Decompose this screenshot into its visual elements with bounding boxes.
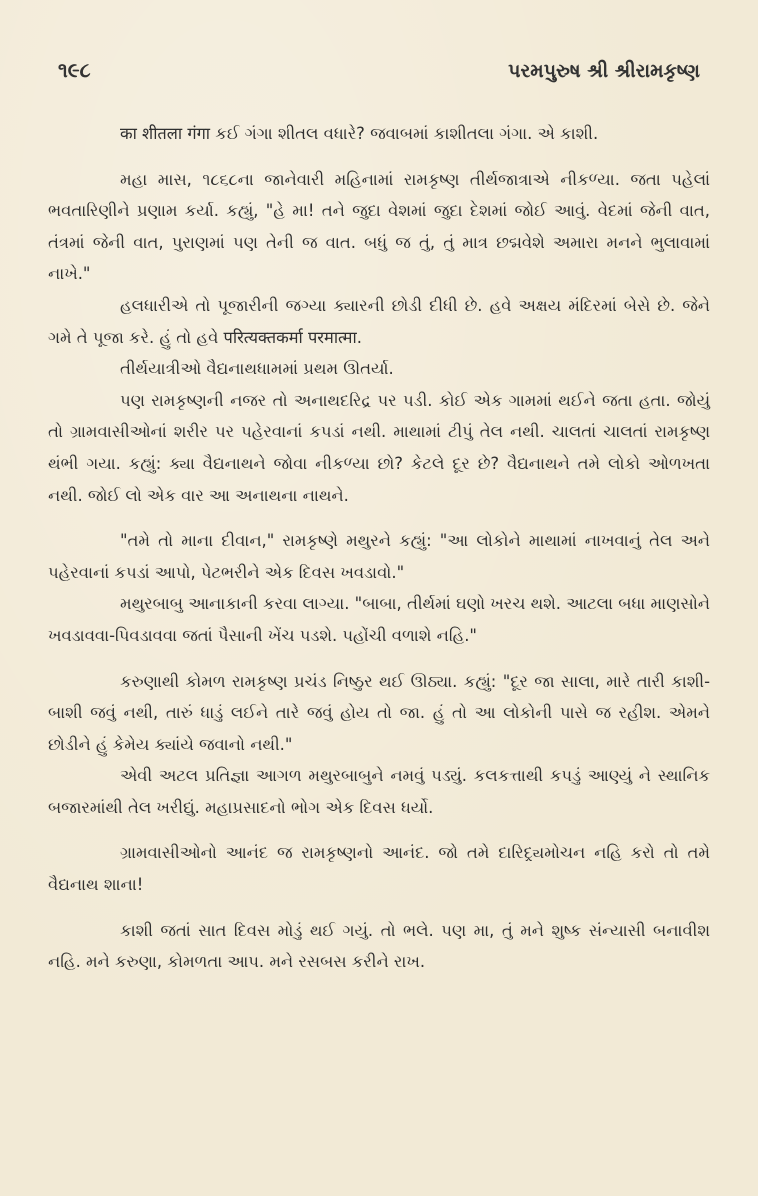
page-body — [48, 118, 710, 978]
paragraph: "તમે તો માના દીવાન," રામકૃષ્ણે મથુરને કહ્યું: "આ લોકોને માથામાં નાખવાનું તેલ અને પહેરવાનાં કપડાં આપો, પેટભરીને એક દિવસ ખવડાવો." — [48, 531, 710, 582]
paragraph: ગ્રામવાસીઓનો આનંદ જ રામકૃષ્ણનો આનંદ. જો તમે દારિદ્ર્યમોચન નહિ કરો તો તમે વૈદ્યનાથ શાના! — [48, 843, 710, 895]
paragraph: મથુરબાબુ આનાકાની કરવા લાગ્યા. "બાબા, તીર્થમાં ઘણો ખરચ થશે. આટલા બધા માણસોને ખવડાવવા-પિવડાવવા જતાં પૈસાની ખેંચ પડશે. પહોંચી વળાશે નહિ." — [48, 594, 710, 645]
page-number: ૧૯૮ — [58, 58, 91, 82]
paragraph: કાશી જતાં સાત દિવસ મોડું થઈ ગયું. તો ભલે. પણ મા, તું મને શુષ્ક સંન્યાસી બનાવીશ નહિ. મને કરુણા, કોમળતા આપ. મને રસબસ કરીને રાખ. — [48, 920, 710, 972]
paragraph: का शीतला गंगा કઈ ગંગા શીતલ વધારે? જવાબમાં કાશીતલા ગંગા. એ કાશી. — [120, 124, 599, 143]
page-header — [48, 58, 710, 104]
paragraph: પણ રામકૃષ્ણની નજર તો અનાથદરિદ્ર પર પડી. કોઈ એક ગામમાં થઈને જતા હતા. જોયું તો ગ્રામવાસીઓનાં શરીર પર પહેરવાનાં કપડાં નથી. માથામાં ટીપું તેલ નથી. ચાલતાં ચાલતાં રામકૃષ્ણ થંભી ગયા. કહ્યું: ક્યા વૈદ્યનાથને જોવા નીકળ્યા છો? કેટલે દૂર છે? વૈદ્યનાથને તમે લોકો ઓળખતા નથી. જોઈ લો એક વાર આ અનાથના નાથને. — [48, 390, 710, 505]
paragraph: તીર્થયાત્રીઓ વૈદ્યનાથધામમાં પ્રથમ ઊતર્યા. — [120, 359, 394, 379]
running-head: પરમપુરુષ શ્રી શ્રીરામકૃષ્ણ — [508, 60, 700, 82]
paragraph: હલધારીએ તો પૂજારીની જગ્યા ક્યારની છોડી દીધી છે. હવે અક્ષય મંદિરમાં બેસે છે. જેને ગમે તે પૂજા કરે. હું તો હવે परित्यक्तकर्मा परमात्मा. — [48, 295, 710, 347]
paragraph: કરુણાથી કોમળ રામકૃષ્ણ પ્રચંડ નિષ્ઠુર થઈ ઊઠ્યા. કહ્યું: "દૂર જા સાલા, મારે તારી કાશી-બાશી જવું નથી, તારું ધાડું લઈને તારે જવું હોય તો જા. હું તો આ લોકોની પાસે જ રહીશ. એમને છોડીને હું કેમેય ક્યાંયે જવાનો નથી." — [48, 671, 710, 754]
paragraph: એવી અટલ પ્રતિજ્ઞા આગળ મથુરબાબુને નમવું પડ્યું. કલકત્તાથી કપડું આણ્યું ને સ્થાનિક બજારમાંથી તેલ ખરીદ્યું. મહાપ્રસાદનો ભોગ એક દિવસ ધર્યો. — [48, 766, 710, 817]
paragraph: મહા માસ, ૧૮૬૮ના જાનેવારી મહિનામાં રામકૃષ્ણ તીર્થજાત્રાએ નીકળ્યા. જતા પહેલાં ભવતારિણીને પ્રણામ કર્યા. કહ્યું, "હે મા! તને જુદા વેશમાં જુદા દેશમાં જોઈ આવું. વેદમાં જેની વાત, તંત્રમાં જેની વાત, પુરાણમાં પણ તેની જ વાત. બધું જ તું, તું માત્ર છદ્મવેશે અમારા મનને ભુલાવામાં નાખે." — [48, 169, 710, 284]
